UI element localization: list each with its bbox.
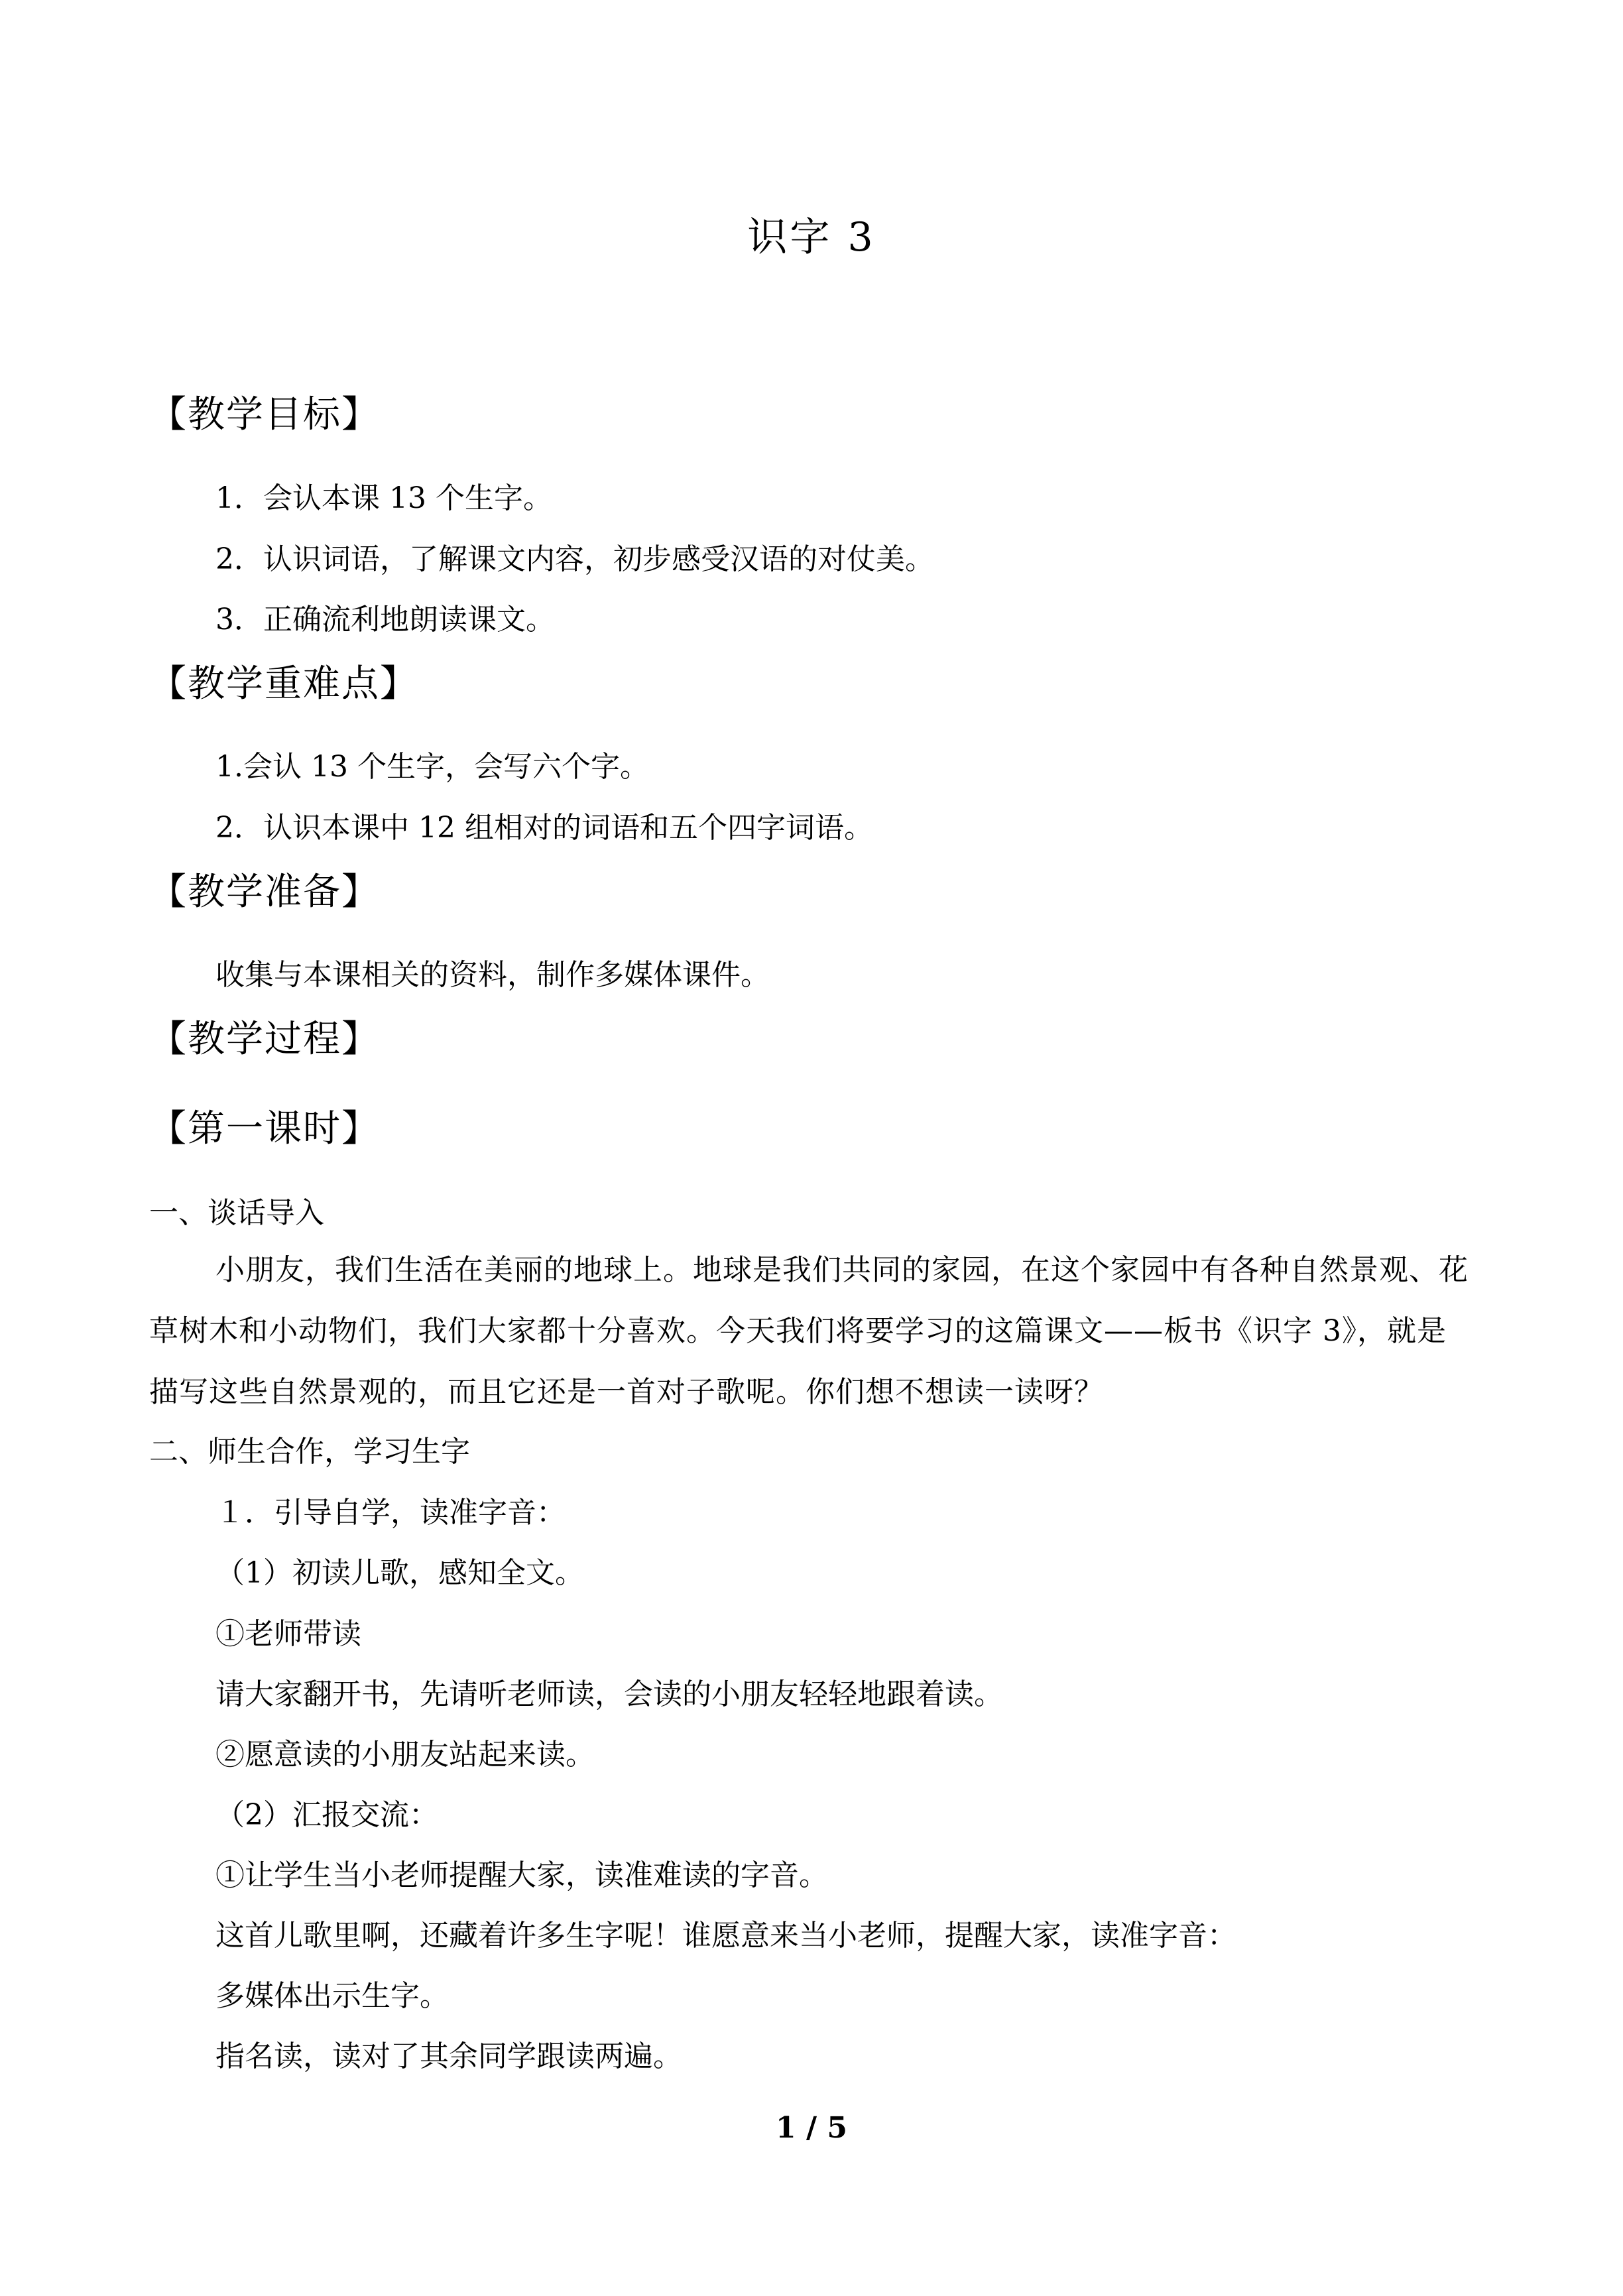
goal-item: 1．会认本课 13 个生字。 bbox=[215, 481, 552, 515]
step-line: 这首儿歌里啊，还藏着许多生字呢！谁愿意来当小老师，提醒大家，读准字音： bbox=[215, 1919, 1236, 1953]
page-title: 识字 3 bbox=[747, 214, 876, 261]
step-line: （1）初读儿歌，感知全文。 bbox=[215, 1556, 584, 1590]
page-indicator: 1 / 5 bbox=[776, 2111, 847, 2145]
goal-item: 2．认识词语，了解课文内容，初步感受汉语的对仗美。 bbox=[215, 542, 934, 576]
section-heading-goals: 【教学目标】 bbox=[149, 393, 380, 436]
step-line: ①老师带读 bbox=[215, 1617, 361, 1651]
goal-item: 3．正确流利地朗读课文。 bbox=[215, 603, 555, 636]
step-line: ①让学生当小老师提醒大家，读准难读的字音。 bbox=[215, 1858, 828, 1892]
key-point-item: 2．认识本课中 12 组相对的词语和五个四字词语。 bbox=[215, 811, 873, 845]
step-line: 指名读，读对了其余同学跟读两遍。 bbox=[215, 2039, 682, 2073]
preparation-text: 收集与本课相关的资料，制作多媒体课件。 bbox=[215, 958, 770, 992]
section-heading-first-lesson: 【第一课时】 bbox=[149, 1107, 380, 1150]
step-title: 一、谈话导入 bbox=[149, 1196, 324, 1230]
step-line: 请大家翻开书，先请听老师读，会读的小朋友轻轻地跟着读。 bbox=[215, 1677, 1003, 1711]
section-heading-key-points: 【教学重难点】 bbox=[149, 662, 418, 705]
step-line: 多媒体出示生字。 bbox=[215, 1979, 449, 2013]
section-heading-process: 【教学过程】 bbox=[149, 1018, 380, 1061]
key-point-item: 1.会认 13 个生字，会写六个字。 bbox=[215, 750, 649, 784]
step-line: （2）汇报交流： bbox=[215, 1798, 438, 1832]
intro-paragraph: 小朋友，我们生活在美丽的地球上。地球是我们共同的家园，在这个家园中有各种自然景观、花草树木和小动物们，我们大家都十分喜欢。今天我们将要学习的这篇课文——板书《识字 3》，就是描写这些自然景观的，而且它还是一首对子歌呢。你们想不想读一读呀？ bbox=[149, 1253, 1469, 1409]
step-line: ②愿意读的小朋友站起来读。 bbox=[215, 1738, 595, 1772]
step-line: １．引导自学，读准字音： bbox=[215, 1496, 566, 1530]
step-title: 二、师生合作，学习生字 bbox=[149, 1435, 470, 1469]
section-heading-preparation: 【教学准备】 bbox=[149, 871, 380, 914]
